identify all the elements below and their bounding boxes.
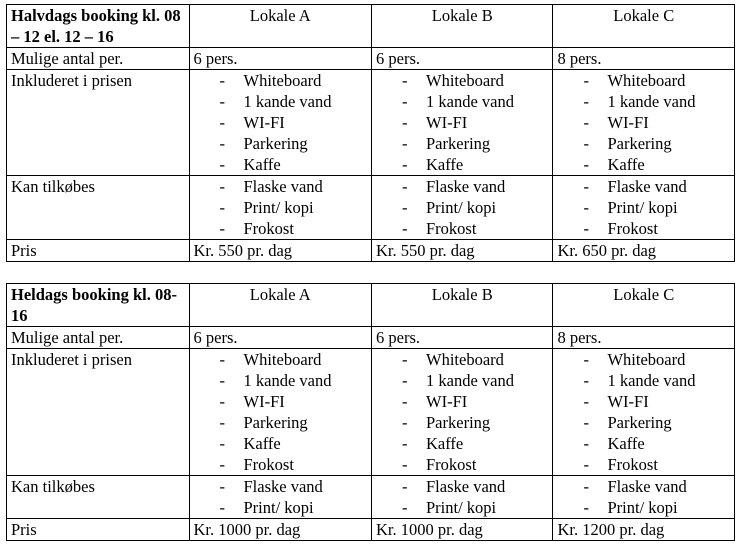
bullet-dash: - xyxy=(219,134,225,153)
list-item xyxy=(376,112,548,133)
included-cell xyxy=(372,70,553,176)
list-item xyxy=(376,391,548,412)
list-item xyxy=(194,433,368,454)
list-item-text: Flaske vand xyxy=(243,177,323,196)
bullet-dash: - xyxy=(402,413,408,432)
list-item xyxy=(557,370,730,391)
bullet-dash: - xyxy=(219,434,225,453)
included-cell xyxy=(189,349,372,476)
extras-cell xyxy=(372,476,553,519)
row-label: Inkluderet i prisen xyxy=(7,349,190,476)
bullet-dash: - xyxy=(583,413,589,432)
list-item xyxy=(194,476,368,497)
bullet-dash: - xyxy=(583,455,589,474)
bullet-dash: - xyxy=(583,71,589,90)
bullet-dash: - xyxy=(219,113,225,132)
bullet-dash: - xyxy=(219,350,225,369)
bullet-dash: - xyxy=(402,155,408,174)
list-item-text: Parkering xyxy=(607,413,672,432)
bullet-dash: - xyxy=(583,477,589,496)
list-item-text: Kaffe xyxy=(426,434,464,453)
bullet-dash: - xyxy=(402,350,408,369)
list-item xyxy=(194,70,368,91)
list-item-text: Print/ kopi xyxy=(243,198,314,217)
capacity-cell: 6 pers. xyxy=(189,327,372,349)
bullet-dash: - xyxy=(583,113,589,132)
list-item-text: 1 kande vand xyxy=(243,92,332,111)
column-header-lokale-a: Lokale A xyxy=(189,5,372,48)
list-item-text: Kaffe xyxy=(607,434,645,453)
bullet-dash: - xyxy=(583,434,589,453)
list-item xyxy=(557,476,730,497)
price-cell: Kr. 1000 pr. dag xyxy=(372,519,553,541)
bullet-dash: - xyxy=(219,455,225,474)
list-item xyxy=(557,176,730,197)
list-item xyxy=(194,412,368,433)
list-item-text: Frokost xyxy=(426,455,477,474)
extras-list xyxy=(194,476,368,518)
list-item-text: 1 kande vand xyxy=(426,92,514,111)
bullet-dash: - xyxy=(402,498,408,517)
list-item xyxy=(194,197,368,218)
row-label: Mulige antal per. xyxy=(7,48,190,70)
list-item xyxy=(557,412,730,433)
list-item-text: Flaske vand xyxy=(426,177,506,196)
extras-list xyxy=(376,176,548,239)
extras-list xyxy=(376,476,548,518)
row-label: Inkluderet i prisen xyxy=(7,70,190,176)
row-label: Mulige antal per. xyxy=(7,327,190,349)
extras-list xyxy=(557,476,730,518)
list-item-text: Kaffe xyxy=(607,155,645,174)
list-item xyxy=(376,197,548,218)
full-day-price-table xyxy=(6,283,735,541)
bullet-dash: - xyxy=(583,350,589,369)
list-item xyxy=(194,454,368,475)
price-cell: Kr. 550 pr. dag xyxy=(372,240,553,262)
extras-cell xyxy=(189,176,372,240)
list-item xyxy=(557,197,730,218)
list-item xyxy=(376,412,548,433)
table-title: Heldags booking kl. 08- 16 xyxy=(7,284,190,327)
bullet-dash: - xyxy=(583,219,589,238)
bullet-dash: - xyxy=(583,134,589,153)
list-item xyxy=(194,176,368,197)
capacity-row xyxy=(7,48,735,70)
list-item-text: Flaske vand xyxy=(426,477,506,496)
list-item xyxy=(557,433,730,454)
bullet-dash: - xyxy=(583,498,589,517)
list-item xyxy=(376,133,548,154)
list-item-text: Print/ kopi xyxy=(607,498,678,517)
capacity-cell: 6 pers. xyxy=(189,48,372,70)
bullet-dash: - xyxy=(583,92,589,111)
list-item-text: Parkering xyxy=(243,413,308,432)
list-item xyxy=(376,497,548,518)
list-item xyxy=(376,454,548,475)
list-item-text: 1 kande vand xyxy=(607,371,696,390)
half-day-price-table xyxy=(6,4,735,262)
list-item-text: WI-FI xyxy=(426,392,468,411)
capacity-row xyxy=(7,327,735,349)
bullet-dash: - xyxy=(402,371,408,390)
list-item xyxy=(557,497,730,518)
list-item-text: Flaske vand xyxy=(607,477,687,496)
list-item-text: Parkering xyxy=(426,134,491,153)
included-list xyxy=(194,349,368,475)
list-item xyxy=(376,349,548,370)
list-item-text: Frokost xyxy=(243,219,294,238)
bullet-dash: - xyxy=(402,434,408,453)
row-label: Pris xyxy=(7,519,190,541)
list-item-text: WI-FI xyxy=(243,392,285,411)
included-list xyxy=(194,70,368,175)
list-item xyxy=(194,133,368,154)
extras-list xyxy=(194,176,368,239)
list-item-text: WI-FI xyxy=(426,113,468,132)
list-item-text: 1 kande vand xyxy=(607,92,696,111)
included-cell xyxy=(553,349,735,476)
bullet-dash: - xyxy=(219,219,225,238)
included-list xyxy=(557,349,730,475)
bullet-dash: - xyxy=(402,219,408,238)
list-item xyxy=(194,91,368,112)
bullet-dash: - xyxy=(402,392,408,411)
table-header-row xyxy=(7,5,735,48)
included-list xyxy=(376,349,548,475)
column-header-lokale-b: Lokale B xyxy=(372,5,553,48)
bullet-dash: - xyxy=(219,177,225,196)
included-list xyxy=(557,70,730,175)
list-item-text: WI-FI xyxy=(607,392,649,411)
list-item xyxy=(557,133,730,154)
price-row xyxy=(7,519,735,541)
bullet-dash: - xyxy=(219,413,225,432)
list-item-text: Whiteboard xyxy=(426,71,504,90)
bullet-dash: - xyxy=(583,392,589,411)
list-item-text: Frokost xyxy=(607,219,658,238)
list-item xyxy=(194,497,368,518)
included-cell xyxy=(553,70,735,176)
list-item xyxy=(194,349,368,370)
list-item xyxy=(557,154,730,175)
bullet-dash: - xyxy=(402,92,408,111)
capacity-cell: 6 pers. xyxy=(372,48,553,70)
list-item xyxy=(557,70,730,91)
list-item-text: Frokost xyxy=(243,455,294,474)
price-cell: Kr. 650 pr. dag xyxy=(553,240,735,262)
list-item-text: Parkering xyxy=(426,413,491,432)
price-cell: Kr. 1000 pr. dag xyxy=(189,519,372,541)
row-label: Pris xyxy=(7,240,190,262)
list-item xyxy=(557,112,730,133)
bullet-dash: - xyxy=(219,155,225,174)
list-item xyxy=(557,349,730,370)
included-cell xyxy=(189,70,372,176)
extras-cell xyxy=(372,176,553,240)
list-item xyxy=(557,218,730,239)
bullet-dash: - xyxy=(219,498,225,517)
list-item-text: Parkering xyxy=(243,134,308,153)
included-row xyxy=(7,349,735,476)
list-item-text: Whiteboard xyxy=(243,71,322,90)
bullet-dash: - xyxy=(402,134,408,153)
bullet-dash: - xyxy=(402,71,408,90)
list-item xyxy=(376,70,548,91)
list-item xyxy=(376,154,548,175)
list-item-text: Kaffe xyxy=(243,155,281,174)
bullet-dash: - xyxy=(402,477,408,496)
list-item xyxy=(557,391,730,412)
list-item xyxy=(376,433,548,454)
bullet-dash: - xyxy=(402,113,408,132)
list-item-text: Print/ kopi xyxy=(243,498,314,517)
list-item-text: Whiteboard xyxy=(426,350,504,369)
capacity-cell: 8 pers. xyxy=(553,327,735,349)
list-item-text: Frokost xyxy=(426,219,477,238)
list-item-text: WI-FI xyxy=(607,113,649,132)
extras-cell xyxy=(553,476,735,519)
extras-row xyxy=(7,476,735,519)
list-item xyxy=(557,454,730,475)
extras-row xyxy=(7,176,735,240)
bullet-dash: - xyxy=(219,92,225,111)
table-title: Halvdags booking kl. 08 – 12 el. 12 – 16 xyxy=(7,5,190,48)
list-item-text: 1 kande vand xyxy=(426,371,514,390)
capacity-cell: 6 pers. xyxy=(372,327,553,349)
capacity-cell: 8 pers. xyxy=(553,48,735,70)
list-item-text: Frokost xyxy=(607,455,658,474)
included-list xyxy=(376,70,548,175)
list-item-text: 1 kande vand xyxy=(243,371,332,390)
list-item-text: Print/ kopi xyxy=(426,498,497,517)
list-item xyxy=(194,391,368,412)
extras-cell xyxy=(189,476,372,519)
list-item xyxy=(194,154,368,175)
column-header-lokale-c: Lokale C xyxy=(553,284,735,327)
price-row xyxy=(7,240,735,262)
price-cell: Kr. 1200 pr. dag xyxy=(553,519,735,541)
bullet-dash: - xyxy=(219,371,225,390)
list-item-text: Parkering xyxy=(607,134,672,153)
list-item xyxy=(557,91,730,112)
bullet-dash: - xyxy=(402,198,408,217)
bullet-dash: - xyxy=(219,198,225,217)
bullet-dash: - xyxy=(402,455,408,474)
bullet-dash: - xyxy=(219,477,225,496)
list-item xyxy=(376,176,548,197)
included-row xyxy=(7,70,735,176)
row-label: Kan tilkøbes xyxy=(7,176,190,240)
list-item-text: Print/ kopi xyxy=(426,198,497,217)
bullet-dash: - xyxy=(583,198,589,217)
bullet-dash: - xyxy=(402,177,408,196)
column-header-lokale-b: Lokale B xyxy=(372,284,553,327)
list-item-text: Whiteboard xyxy=(243,350,322,369)
list-item-text: Whiteboard xyxy=(607,71,686,90)
bullet-dash: - xyxy=(583,177,589,196)
list-item-text: Print/ kopi xyxy=(607,198,678,217)
column-header-lokale-a: Lokale A xyxy=(189,284,372,327)
list-item xyxy=(376,91,548,112)
extras-list xyxy=(557,176,730,239)
list-item xyxy=(376,476,548,497)
table-header-row xyxy=(7,284,735,327)
bullet-dash: - xyxy=(219,392,225,411)
bullet-dash: - xyxy=(583,371,589,390)
list-item xyxy=(376,370,548,391)
list-item-text: WI-FI xyxy=(243,113,285,132)
included-cell xyxy=(372,349,553,476)
list-item-text: Flaske vand xyxy=(607,177,687,196)
bullet-dash: - xyxy=(219,71,225,90)
list-item-text: Kaffe xyxy=(426,155,464,174)
extras-cell xyxy=(553,176,735,240)
list-item-text: Whiteboard xyxy=(607,350,686,369)
list-item-text: Kaffe xyxy=(243,434,281,453)
list-item xyxy=(194,370,368,391)
list-item-text: Flaske vand xyxy=(243,477,323,496)
row-label: Kan tilkøbes xyxy=(7,476,190,519)
list-item xyxy=(194,112,368,133)
price-cell: Kr. 550 pr. dag xyxy=(189,240,372,262)
list-item xyxy=(194,218,368,239)
list-item xyxy=(376,218,548,239)
bullet-dash: - xyxy=(583,155,589,174)
column-header-lokale-c: Lokale C xyxy=(553,5,735,48)
